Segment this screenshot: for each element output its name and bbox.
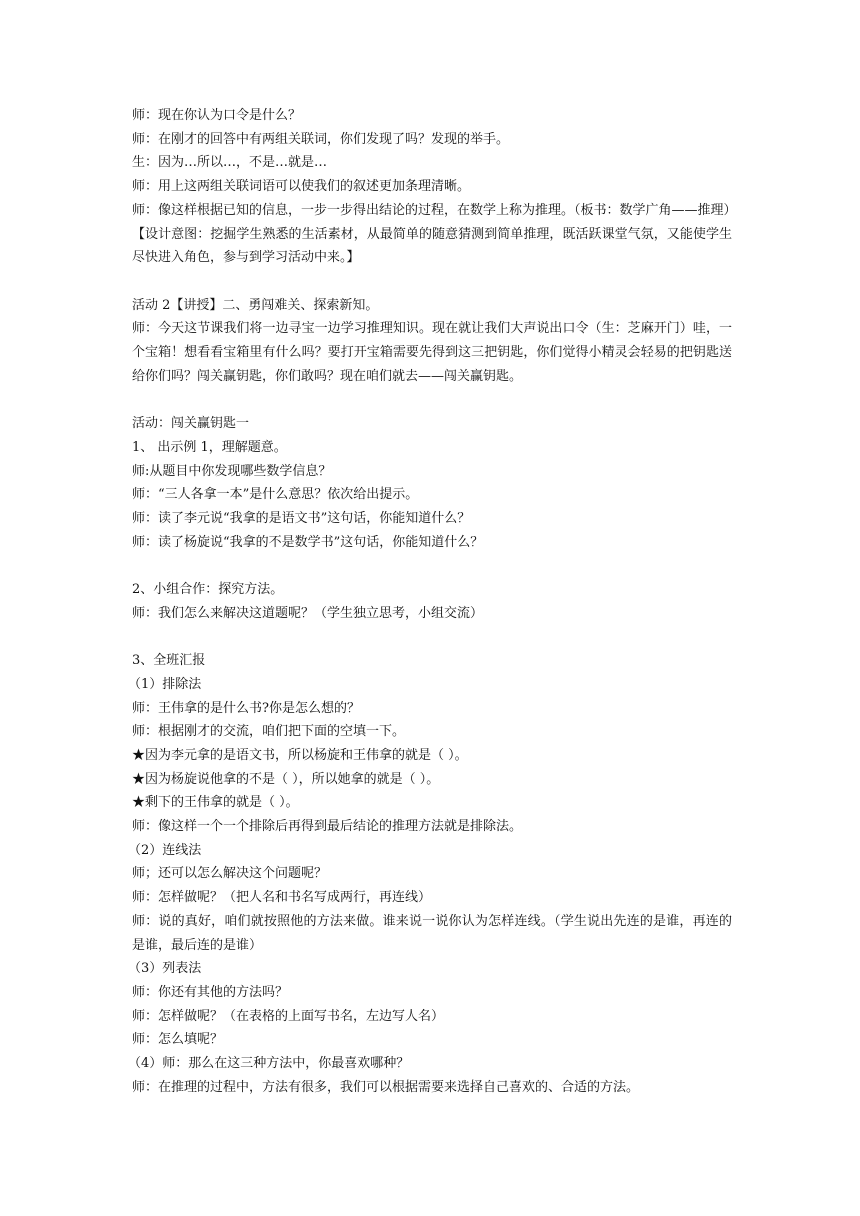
dialogue-paragraph: 师：说的真好，咱们就按照他的方法来做。谁来说一说你认为怎样连线。（学生说出先连的是谁，再连的是谁，最后连的是谁） [132, 913, 732, 953]
star-item: ★剩下的王伟拿的就是（ ）。 [132, 795, 299, 811]
dialogue-line: 师：在推理的过程中，方法有很多，我们可以根据需要来选择自己喜欢的、合适的方法。 [132, 1079, 640, 1095]
document-body [128, 104, 737, 1099]
method-heading: （3）列表法 [128, 961, 202, 977]
dialogue-paragraph: 师：像这样根据已知的信息，一步一步得出结论的过程，在数学上称为推理。（板书：数学广角——推理） [132, 202, 737, 218]
dialogue-line: 师：王伟拿的是什么书?你是怎么想的？ [132, 700, 360, 716]
design-intent-note: 【设计意图：挖掘学生熟悉的生活素材，从最简单的随意猜测到简单推理，既活跃课堂气氛，又能使学生尽快进入角色，参与到学习活动中来。】 [132, 226, 732, 266]
dialogue-line: 师:从题目中你发现哪些数学信息？ [132, 463, 332, 479]
dialogue-line: 师；还可以怎么解决这个问题呢？ [132, 866, 328, 882]
dialogue-paragraph: 师：今天这节课我们将一边寻宝一边学习推理知识。现在就让我们大声说出口令（生：芝麻开门）哇，一个宝箱！想看看宝箱里有什么吗？要打开宝箱需要先得到这三把钥匙，你们觉得小精灵会轻易的把钥匙送给你们吗？闯关赢钥匙，你们敢吗？现在咱们就去——闯关赢钥匙。 [132, 321, 732, 384]
dialogue-line: 师：怎样做呢？（在表格的上面写书名，左边写人名） [132, 1008, 445, 1024]
dialogue-line: 师：我们怎么来解决这道题呢？（学生独立思考，小组交流） [132, 605, 484, 621]
dialogue-line: 生：因为…所以…，不是…就是… [132, 155, 328, 171]
star-item: ★因为杨旋说他拿的不是（ ），所以她拿的就是（ ）。 [132, 771, 440, 787]
dialogue-line: 师：你还有其他的方法吗？ [132, 984, 289, 1000]
dialogue-line: 师：怎样做呢？（把人名和书名写成两行，再连线） [132, 890, 432, 906]
step-heading: 2、小组合作：探究方法。 [132, 582, 284, 598]
dialogue-line: 师：像这样一个一个排除后再得到最后结论的推理方法就是排除法。 [132, 819, 523, 835]
method-heading: （1）排除法 [128, 676, 202, 692]
activity-heading: 活动：闯关赢钥匙一 [132, 416, 250, 432]
step-heading: 3、全班汇报 [132, 653, 206, 669]
star-item: ★因为李元拿的是语文书，所以杨旋和王伟拿的就是（ ）。 [132, 747, 468, 763]
blank-line [132, 625, 732, 649]
section-heading: 活动 2【讲授】二、勇闯难关、探索新知。 [132, 297, 379, 313]
blank-line [132, 554, 732, 578]
blank-line [132, 270, 732, 294]
dialogue-line: 师：怎么填呢？ [132, 1032, 224, 1048]
dialogue-line: 师：根据刚才的交流，咱们把下面的空填一下。 [132, 724, 406, 740]
method-heading: （2）连线法 [128, 842, 202, 858]
dialogue-line: 师：读了李元说“我拿的是语文书”这句话，你能知道什么？ [132, 510, 471, 526]
dialogue-line: 师：用上这两组关联词语可以使我们的叙述更加条理清晰。 [132, 179, 471, 195]
blank-line [132, 388, 732, 412]
dialogue-line: 师：在刚才的回答中有两组关联词，你们发现了吗？发现的举手。 [132, 131, 510, 147]
dialogue-line: 师：读了杨旋说“我拿的不是数学书”这句话，你能知道什么？ [132, 534, 484, 550]
dialogue-line: 师：现在你认为口令是什么？ [132, 108, 302, 123]
step-heading: 1、 出示例 1，理解题意。 [132, 439, 287, 455]
method-heading: （4）师：那么在这三种方法中，你最喜欢哪种？ [128, 1056, 410, 1072]
dialogue-line: 师：“三人各拿一本”是什么意思？依次给出提示。 [132, 487, 419, 503]
